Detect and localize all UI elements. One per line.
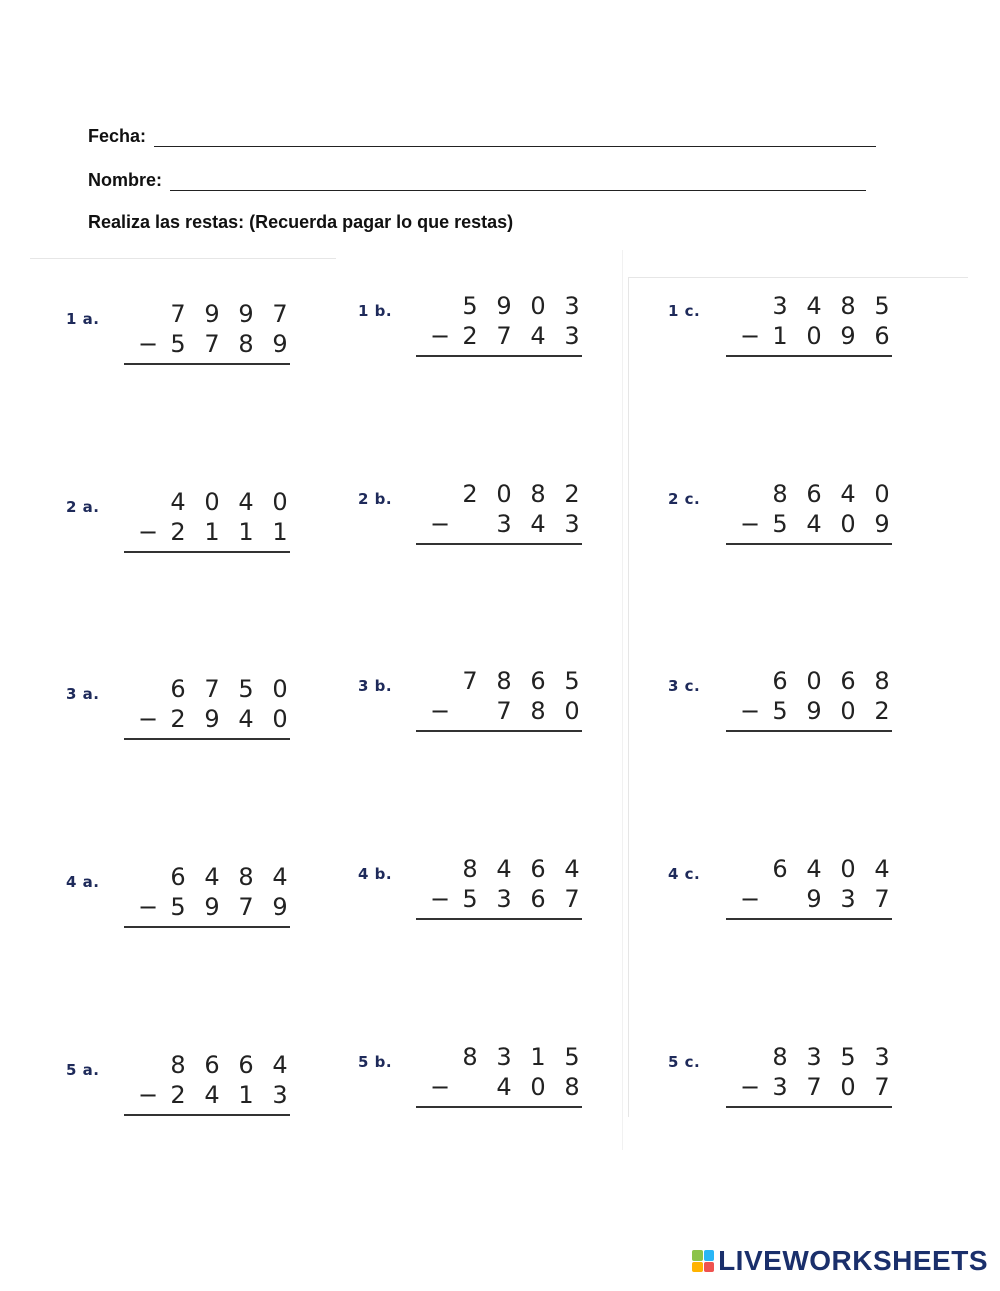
- subtraction-problem: [358, 1043, 598, 1123]
- digit: 8: [238, 863, 254, 891]
- digit: 0: [272, 488, 288, 516]
- digit: 5: [462, 885, 478, 913]
- answer-rule[interactable]: [124, 738, 290, 740]
- digit: 4: [238, 488, 254, 516]
- digit: 3: [840, 885, 856, 913]
- digit: 4: [170, 488, 186, 516]
- subtraction-problem: [358, 480, 598, 560]
- answer-rule[interactable]: [726, 918, 892, 920]
- problem-label: 1 a.: [66, 310, 100, 328]
- scan-frame-mid-vertical: [622, 250, 623, 1150]
- answer-rule[interactable]: [416, 730, 582, 732]
- name-label: Nombre:: [88, 170, 163, 190]
- minuend-row: [136, 675, 300, 705]
- subtraction-problem: [358, 667, 598, 747]
- digit: 4: [204, 863, 220, 891]
- digit: 9: [272, 893, 288, 921]
- digit: 3: [564, 510, 580, 538]
- problem-label: 4 c.: [668, 865, 701, 883]
- minus-sign: −: [138, 705, 159, 733]
- digit: 7: [238, 893, 254, 921]
- digit: 6: [530, 667, 546, 695]
- subtraction-problem: [66, 675, 306, 755]
- subtraction-problem: [66, 863, 306, 943]
- subtrahend-row: [136, 330, 300, 360]
- subtrahend-row: [428, 697, 592, 727]
- digit: 0: [840, 1073, 856, 1101]
- digit: 9: [874, 510, 890, 538]
- digit: 6: [772, 667, 788, 695]
- digit: 7: [272, 300, 288, 328]
- digit: 6: [238, 1051, 254, 1079]
- instruction-text: Realiza las restas: (Recuerda pagar lo que restas): [88, 212, 514, 232]
- digit: 9: [238, 300, 254, 328]
- digit: 5: [874, 292, 890, 320]
- digit: 8: [530, 697, 546, 725]
- digit: 3: [564, 292, 580, 320]
- minus-sign: −: [740, 1073, 761, 1101]
- answer-rule[interactable]: [416, 355, 582, 357]
- digit: 1: [204, 518, 220, 546]
- problem-label: 5 a.: [66, 1061, 100, 1079]
- digit: 4: [874, 855, 890, 883]
- digit: 4: [806, 510, 822, 538]
- subtrahend-row: [136, 893, 300, 923]
- answer-rule[interactable]: [726, 1106, 892, 1108]
- digit: 9: [840, 322, 856, 350]
- scan-frame-top-right: [628, 277, 968, 278]
- digit: 2: [170, 1081, 186, 1109]
- digit: 0: [840, 855, 856, 883]
- digit: 4: [530, 322, 546, 350]
- answer-rule[interactable]: [416, 918, 582, 920]
- name-field[interactable]: [170, 174, 866, 191]
- subtraction-problem: [668, 1043, 908, 1123]
- scan-frame-vertical: [628, 277, 629, 1117]
- digit: 6: [170, 863, 186, 891]
- digit: 0: [530, 1073, 546, 1101]
- minuend-row: [136, 488, 300, 518]
- subtraction-problem: [358, 855, 598, 935]
- digit: 8: [564, 1073, 580, 1101]
- answer-rule[interactable]: [726, 730, 892, 732]
- problem-label: 1 b.: [358, 302, 393, 320]
- problem-label: 5 b.: [358, 1053, 393, 1071]
- date-field[interactable]: [154, 130, 876, 147]
- digit: 7: [496, 322, 512, 350]
- digit: 4: [238, 705, 254, 733]
- minuend-row: [136, 1051, 300, 1081]
- digit: 4: [272, 1051, 288, 1079]
- digit: 7: [204, 330, 220, 358]
- minus-sign: −: [740, 885, 761, 913]
- subtraction-problem: [66, 488, 306, 568]
- digit: 0: [272, 675, 288, 703]
- minus-sign: −: [430, 510, 451, 538]
- minuend-row: [136, 300, 300, 330]
- subtraction-problem: [668, 667, 908, 747]
- minuend-row: [738, 855, 902, 885]
- problem-label: 2 a.: [66, 498, 100, 516]
- subtrahend-row: [428, 885, 592, 915]
- digit: 6: [530, 855, 546, 883]
- answer-rule[interactable]: [124, 551, 290, 553]
- digit: 8: [462, 1043, 478, 1071]
- problem-label: 3 a.: [66, 685, 100, 703]
- digit: 4: [530, 510, 546, 538]
- answer-rule[interactable]: [416, 543, 582, 545]
- answer-rule[interactable]: [416, 1106, 582, 1108]
- digit: 5: [564, 667, 580, 695]
- digit: 4: [840, 480, 856, 508]
- subtrahend-row: [136, 518, 300, 548]
- digit: 3: [496, 1043, 512, 1071]
- minuend-row: [428, 292, 592, 322]
- answer-rule[interactable]: [124, 363, 290, 365]
- digit: 0: [496, 480, 512, 508]
- minus-sign: −: [430, 697, 451, 725]
- digit: 7: [204, 675, 220, 703]
- subtrahend-row: [738, 697, 902, 727]
- digit: 0: [272, 705, 288, 733]
- digit: 5: [840, 1043, 856, 1071]
- digit: 3: [496, 885, 512, 913]
- digit: 8: [772, 480, 788, 508]
- minus-sign: −: [430, 1073, 451, 1101]
- digit: 8: [840, 292, 856, 320]
- digit: 6: [874, 322, 890, 350]
- digit: 2: [170, 705, 186, 733]
- problem-label: 1 c.: [668, 302, 701, 320]
- digit: 2: [462, 480, 478, 508]
- digit: 8: [530, 480, 546, 508]
- digit: 0: [564, 697, 580, 725]
- digit: 4: [272, 863, 288, 891]
- digit: 0: [806, 322, 822, 350]
- minus-sign: −: [740, 697, 761, 725]
- digit: 4: [496, 1073, 512, 1101]
- digit: 5: [564, 1043, 580, 1071]
- subtraction-problem: [66, 300, 306, 380]
- digit: 4: [564, 855, 580, 883]
- digit: 4: [496, 855, 512, 883]
- problem-label: 3 b.: [358, 677, 393, 695]
- digit: 7: [874, 1073, 890, 1101]
- digit: 5: [462, 292, 478, 320]
- subtraction-problem: [668, 855, 908, 935]
- minuend-row: [738, 480, 902, 510]
- minus-sign: −: [740, 510, 761, 538]
- digit: 2: [564, 480, 580, 508]
- digit: 2: [170, 518, 186, 546]
- digit: 0: [530, 292, 546, 320]
- subtraction-problem: [668, 292, 908, 372]
- digit: 8: [874, 667, 890, 695]
- digit: 3: [806, 1043, 822, 1071]
- digit: 8: [772, 1043, 788, 1071]
- digit: 7: [806, 1073, 822, 1101]
- digit: 2: [462, 322, 478, 350]
- liveworksheets-logo: [692, 1245, 988, 1277]
- digit: 9: [204, 300, 220, 328]
- logo-text: LIVEWORKSHEETS: [718, 1245, 988, 1276]
- subtrahend-row: [136, 1081, 300, 1111]
- digit: 6: [772, 855, 788, 883]
- minus-sign: −: [138, 518, 159, 546]
- subtrahend-row: [738, 322, 902, 352]
- answer-rule[interactable]: [726, 355, 892, 357]
- digit: 9: [204, 705, 220, 733]
- subtrahend-row: [738, 1073, 902, 1103]
- digit: 3: [874, 1043, 890, 1071]
- problem-label: 5 c.: [668, 1053, 701, 1071]
- digit: 5: [170, 330, 186, 358]
- digit: 4: [806, 292, 822, 320]
- digit: 0: [806, 667, 822, 695]
- digit: 8: [170, 1051, 186, 1079]
- digit: 6: [530, 885, 546, 913]
- digit: 9: [496, 292, 512, 320]
- digit: 1: [530, 1043, 546, 1071]
- minuend-row: [136, 863, 300, 893]
- problem-label: 2 c.: [668, 490, 701, 508]
- digit: 5: [772, 697, 788, 725]
- name-line: [88, 170, 866, 191]
- subtrahend-row: [136, 705, 300, 735]
- answer-rule[interactable]: [124, 1114, 290, 1116]
- digit: 4: [204, 1081, 220, 1109]
- digit: 7: [874, 885, 890, 913]
- date-label: Fecha:: [88, 126, 147, 146]
- scan-frame-top-left: [30, 258, 336, 259]
- minuend-row: [428, 1043, 592, 1073]
- subtraction-problem: [358, 292, 598, 372]
- subtrahend-row: [738, 510, 902, 540]
- subtrahend-row: [738, 885, 902, 915]
- digit: 5: [238, 675, 254, 703]
- digit: 6: [806, 480, 822, 508]
- digit: 7: [496, 697, 512, 725]
- digit: 3: [564, 322, 580, 350]
- minus-sign: −: [430, 322, 451, 350]
- digit: 3: [772, 292, 788, 320]
- problem-label: 4 a.: [66, 873, 100, 891]
- date-line: [88, 126, 876, 147]
- digit: 3: [272, 1081, 288, 1109]
- digit: 3: [772, 1073, 788, 1101]
- digit: 4: [806, 855, 822, 883]
- minus-sign: −: [430, 885, 451, 913]
- answer-rule[interactable]: [124, 926, 290, 928]
- digit: 8: [462, 855, 478, 883]
- digit: 6: [204, 1051, 220, 1079]
- digit: 0: [874, 480, 890, 508]
- digit: 0: [204, 488, 220, 516]
- minus-sign: −: [138, 330, 159, 358]
- digit: 8: [238, 330, 254, 358]
- digit: 1: [238, 1081, 254, 1109]
- digit: 3: [496, 510, 512, 538]
- digit: 6: [170, 675, 186, 703]
- digit: 1: [772, 322, 788, 350]
- digit: 2: [874, 697, 890, 725]
- minuend-row: [738, 667, 902, 697]
- minus-sign: −: [138, 1081, 159, 1109]
- digit: 5: [772, 510, 788, 538]
- digit: 9: [272, 330, 288, 358]
- minuend-row: [428, 855, 592, 885]
- digit: 7: [462, 667, 478, 695]
- minus-sign: −: [138, 893, 159, 921]
- subtraction-problem: [668, 480, 908, 560]
- digit: 1: [272, 518, 288, 546]
- digit: 7: [170, 300, 186, 328]
- digit: 1: [238, 518, 254, 546]
- minuend-row: [738, 1043, 902, 1073]
- problem-label: 3 c.: [668, 677, 701, 695]
- problem-label: 2 b.: [358, 490, 393, 508]
- logo-mark-icon: [692, 1250, 714, 1272]
- digit: 9: [806, 885, 822, 913]
- digit: 8: [496, 667, 512, 695]
- minuend-row: [428, 667, 592, 697]
- digit: 6: [840, 667, 856, 695]
- subtrahend-row: [428, 1073, 592, 1103]
- answer-rule[interactable]: [726, 543, 892, 545]
- problem-label: 4 b.: [358, 865, 393, 883]
- subtrahend-row: [428, 322, 592, 352]
- digit: 5: [170, 893, 186, 921]
- minus-sign: −: [740, 322, 761, 350]
- minuend-row: [428, 480, 592, 510]
- subtraction-problem: [66, 1051, 306, 1131]
- digit: 0: [840, 510, 856, 538]
- digit: 9: [806, 697, 822, 725]
- subtrahend-row: [428, 510, 592, 540]
- minuend-row: [738, 292, 902, 322]
- digit: 0: [840, 697, 856, 725]
- digit: 7: [564, 885, 580, 913]
- digit: 9: [204, 893, 220, 921]
